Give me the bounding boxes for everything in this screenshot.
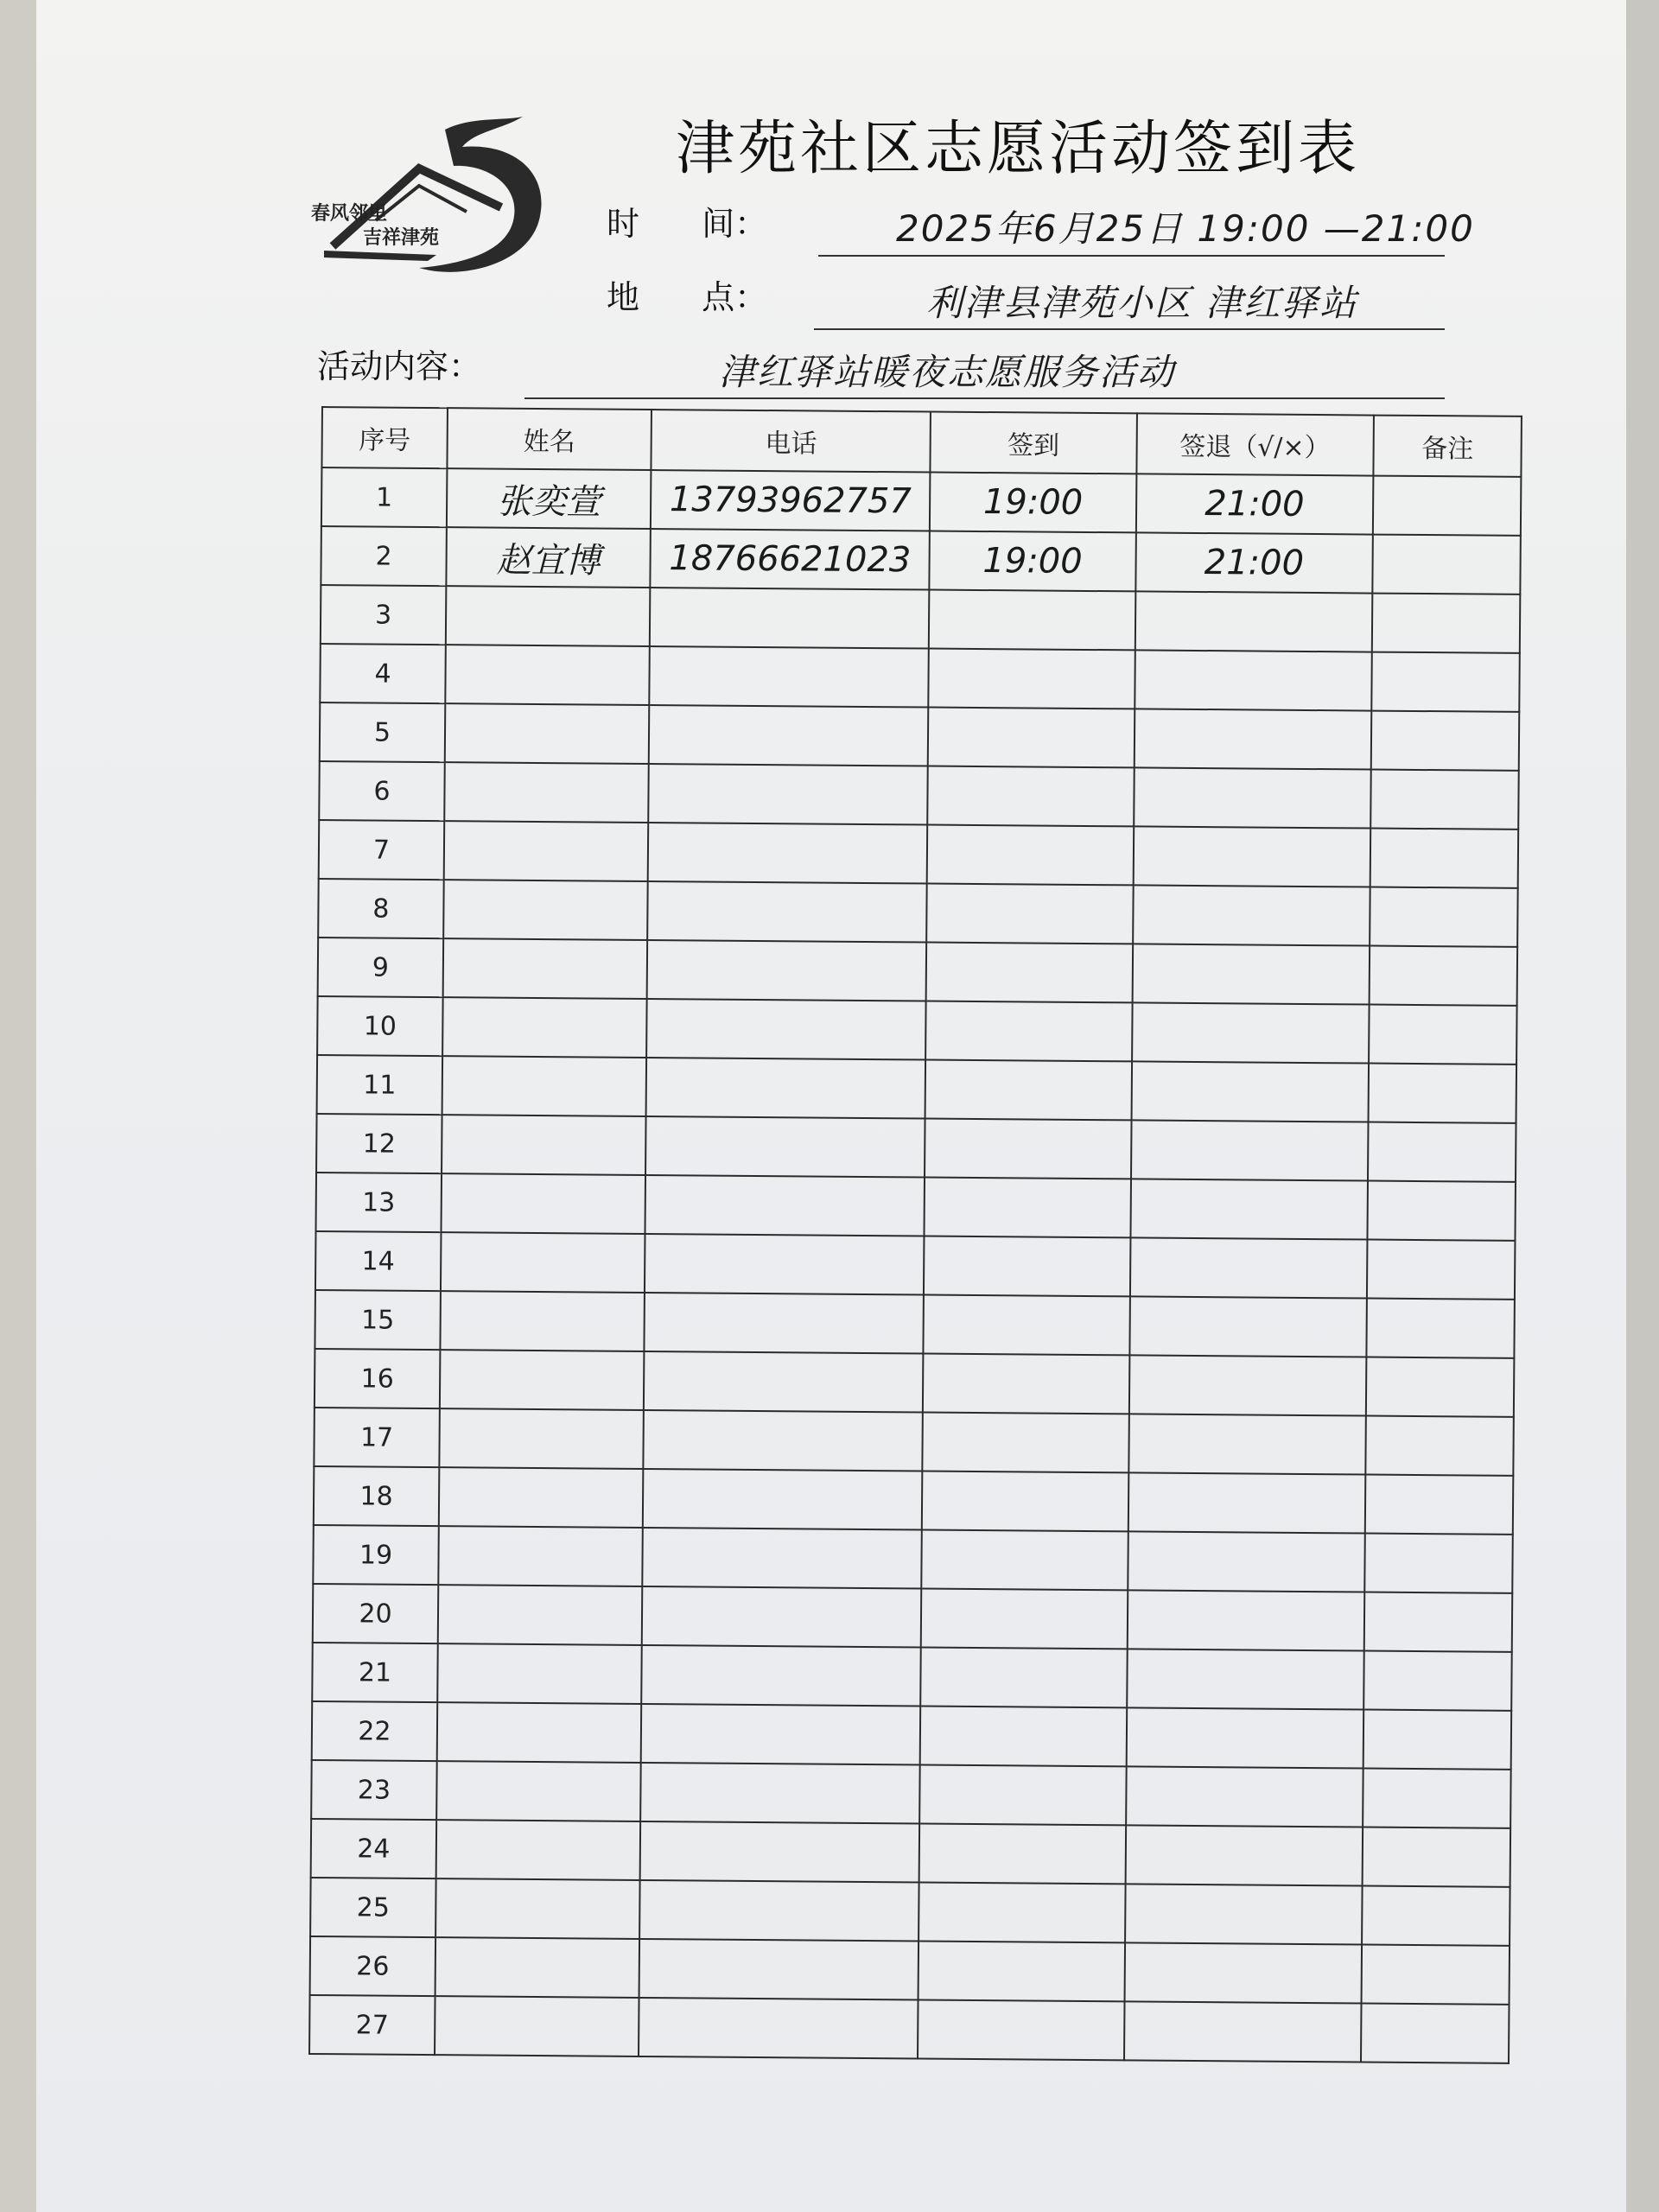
table-row (315, 1231, 1515, 1300)
row-index: 25 (310, 1878, 436, 1937)
row-name (437, 1702, 642, 1763)
table-row (321, 526, 1520, 594)
row-sign-out (1135, 591, 1372, 652)
place-underline (814, 328, 1445, 330)
row-remarks (1370, 946, 1517, 1006)
table-row (310, 1936, 1510, 2005)
row-sign-in: 19:00 (930, 531, 1136, 592)
row-remarks (1370, 887, 1517, 947)
row-phone (639, 1880, 919, 1942)
row-index: 23 (311, 1760, 437, 1820)
row-remarks (1373, 476, 1521, 536)
row-name (446, 586, 651, 646)
row-name (436, 1820, 641, 1880)
row-sign-out (1124, 1942, 1362, 2003)
row-remarks (1365, 1416, 1513, 1476)
row-phone (650, 588, 930, 649)
header-sign-in: 签到 (931, 412, 1137, 474)
row-name (435, 1996, 639, 2056)
row-index: 10 (317, 996, 443, 1056)
row-remarks (1369, 1005, 1516, 1065)
row-phone (644, 1410, 924, 1471)
row-sign-in (922, 1529, 1128, 1590)
row-index: 27 (309, 1995, 435, 2055)
row-sign-out (1133, 826, 1370, 887)
row-sign-in (921, 1588, 1128, 1649)
row-name (439, 1467, 644, 1528)
header-sign-out: 签退（√/×） (1136, 413, 1374, 475)
row-sign-in (927, 825, 1134, 886)
row-sign-in (922, 1471, 1128, 1532)
row-sign-out (1132, 944, 1370, 1004)
row-remarks (1363, 1827, 1510, 1887)
table-row (313, 1525, 1512, 1593)
row-remarks (1371, 652, 1519, 712)
table-row (314, 1466, 1513, 1535)
row-remarks (1372, 594, 1520, 653)
row-sign-out: 21:00 (1135, 532, 1373, 593)
row-sign-in (918, 1941, 1125, 2001)
row-remarks (1366, 1299, 1514, 1358)
table-row (316, 1114, 1516, 1182)
row-index: 20 (313, 1584, 439, 1643)
row-phone (647, 940, 927, 1001)
row-phone (642, 1528, 922, 1589)
time-underline (818, 255, 1445, 257)
row-phone (641, 1645, 921, 1707)
row-name (441, 1232, 645, 1293)
row-phone (643, 1469, 923, 1530)
row-index: 15 (315, 1290, 441, 1350)
row-phone (645, 1175, 925, 1236)
row-sign-out (1126, 1707, 1363, 1768)
row-phone (648, 764, 928, 825)
desk-background-right (1624, 0, 1659, 2212)
table-row (318, 938, 1517, 1006)
row-index: 7 (319, 820, 445, 880)
row-index: 19 (313, 1525, 439, 1585)
row-sign-in (925, 1119, 1131, 1179)
row-sign-in (924, 1295, 1130, 1356)
row-name (435, 1878, 640, 1939)
row-name (437, 1643, 642, 1704)
row-index: 26 (310, 1936, 436, 1996)
row-sign-in (929, 649, 1135, 709)
row-remarks (1361, 2004, 1509, 2063)
row-phone: 18766621023 (651, 529, 931, 590)
row-sign-in (920, 1706, 1127, 1766)
row-index: 14 (315, 1231, 442, 1291)
row-sign-in (925, 1178, 1131, 1238)
row-phone (639, 1939, 919, 2000)
row-phone (649, 705, 929, 766)
row-sign-out (1125, 1884, 1363, 1944)
row-remarks (1369, 1064, 1516, 1123)
row-sign-in (919, 1823, 1126, 1884)
row-remarks (1364, 1534, 1512, 1593)
row-phone (645, 1234, 925, 1295)
row-name (442, 1115, 646, 1175)
row-sign-out (1128, 1414, 1366, 1474)
row-remarks (1368, 1181, 1516, 1241)
row-sign-in (926, 884, 1133, 944)
header-index: 序号 (321, 407, 448, 468)
row-sign-out (1129, 1237, 1367, 1298)
row-index: 24 (311, 1819, 437, 1878)
row-sign-out (1134, 709, 1371, 769)
table-row (313, 1584, 1512, 1652)
place-value: 利津县津苑小区 津红驿站 (926, 282, 1358, 324)
row-remarks (1363, 1651, 1511, 1711)
row-sign-in (923, 1413, 1129, 1473)
row-sign-out (1124, 2001, 1362, 2062)
row-sign-in (926, 943, 1133, 1003)
row-phone (646, 1058, 926, 1119)
row-phone (641, 1704, 921, 1765)
row-index: 4 (320, 644, 446, 703)
row-index: 22 (312, 1701, 438, 1761)
row-name: 赵宜博 (446, 527, 651, 588)
row-phone (646, 999, 926, 1060)
row-remarks (1362, 1945, 1510, 2005)
row-index: 13 (315, 1173, 442, 1232)
row-remarks (1364, 1592, 1512, 1652)
row-index: 11 (317, 1055, 443, 1115)
table-row (314, 1408, 1513, 1476)
table-row (315, 1290, 1514, 1358)
row-index: 8 (318, 879, 444, 938)
row-sign-in (918, 1882, 1125, 1942)
table-row (317, 1055, 1516, 1123)
row-sign-in (925, 1001, 1132, 1062)
row-sign-in: 19:00 (930, 473, 1136, 533)
row-index: 17 (314, 1408, 440, 1467)
table-row (312, 1643, 1511, 1711)
table-row (312, 1701, 1511, 1770)
header-phone: 电话 (652, 410, 931, 473)
row-remarks (1366, 1357, 1514, 1417)
row-remarks (1368, 1122, 1516, 1182)
row-remarks (1372, 535, 1520, 594)
row-name (438, 1526, 643, 1586)
row-name (441, 1173, 645, 1234)
row-phone (647, 881, 927, 943)
row-index: 21 (312, 1643, 438, 1702)
desk-background-left (0, 0, 39, 2212)
row-phone (648, 823, 928, 884)
table-row (310, 1878, 1510, 1946)
row-sign-out (1128, 1355, 1366, 1415)
row-sign-out (1133, 885, 1370, 945)
table-row (311, 1819, 1510, 1887)
row-sign-in (924, 1236, 1130, 1297)
row-phone (640, 1821, 920, 1883)
row-name (444, 762, 649, 823)
row-name (439, 1408, 644, 1469)
row-index: 6 (319, 761, 445, 821)
row-phone (649, 646, 929, 708)
row-name: 张奕萱 (447, 468, 652, 529)
content-label: 活动内容： (317, 347, 482, 385)
content-value: 津红驿站暖夜志愿服务活动 (719, 351, 1176, 393)
row-name (445, 703, 650, 764)
table-row (317, 996, 1516, 1065)
row-remarks (1367, 1240, 1515, 1300)
row-sign-out (1128, 1531, 1365, 1592)
row-sign-in (929, 590, 1135, 651)
table-row (309, 1995, 1509, 2063)
table-row (319, 761, 1518, 830)
row-sign-out (1125, 1825, 1363, 1885)
row-phone (639, 1998, 918, 2059)
page-title: 津苑社区志愿活动签到表 (676, 115, 1361, 183)
row-sign-in (918, 1999, 1124, 2060)
row-remarks (1370, 770, 1518, 830)
row-sign-out (1134, 767, 1371, 828)
row-phone (644, 1351, 924, 1413)
row-sign-out (1132, 1002, 1370, 1063)
row-sign-in (928, 708, 1135, 768)
logo-text-line1: 春风邻里 (311, 202, 388, 225)
row-phone (642, 1586, 922, 1648)
row-index: 16 (315, 1349, 441, 1408)
place-label: 地 点： (607, 278, 768, 316)
content-underline (524, 397, 1445, 399)
row-sign-in (919, 1764, 1126, 1825)
row-name (442, 997, 647, 1058)
table-body (309, 467, 1521, 2063)
table-row (320, 702, 1519, 771)
row-remarks (1370, 829, 1518, 888)
row-name (443, 938, 648, 999)
row-index: 9 (318, 938, 444, 997)
row-name (442, 1056, 647, 1116)
row-name (440, 1350, 645, 1410)
row-phone (645, 1293, 925, 1354)
row-remarks (1363, 1710, 1511, 1770)
row-index: 5 (320, 702, 446, 762)
community-logo (311, 112, 540, 285)
row-remarks (1365, 1475, 1513, 1535)
logo-text-line2: 吉祥津苑 (363, 226, 440, 249)
row-sign-in (921, 1647, 1128, 1707)
table-row (318, 879, 1517, 947)
row-sign-in (923, 1354, 1129, 1414)
header-name: 姓名 (447, 408, 652, 470)
row-index: 2 (321, 526, 447, 586)
row-phone (640, 1763, 920, 1824)
table-row (315, 1349, 1514, 1417)
row-index: 1 (321, 467, 448, 527)
row-index: 12 (316, 1114, 442, 1173)
table-row (321, 585, 1520, 653)
time-label: 时 间： (607, 205, 768, 243)
row-sign-out (1126, 1766, 1363, 1827)
row-index: 3 (321, 585, 447, 645)
row-sign-out (1135, 650, 1372, 710)
row-name (443, 880, 648, 940)
row-sign-out (1131, 1120, 1369, 1180)
row-remarks (1371, 711, 1519, 771)
row-name (445, 645, 650, 705)
table-header-row (321, 407, 1522, 477)
row-remarks (1362, 1886, 1510, 1946)
row-sign-out (1128, 1472, 1365, 1533)
row-phone: 13793962757 (651, 470, 931, 531)
table-row (320, 644, 1519, 712)
row-name (444, 821, 649, 881)
row-sign-out (1127, 1649, 1364, 1709)
time-value: 2025年6月25日 19:00 —21:00 (896, 207, 1475, 250)
row-sign-in (928, 766, 1135, 827)
table-row (319, 820, 1518, 888)
sign-in-sheet-paper (36, 0, 1626, 2212)
row-name (438, 1585, 643, 1645)
row-remarks (1363, 1769, 1510, 1828)
row-sign-out: 21:00 (1135, 474, 1373, 534)
row-sign-out (1129, 1296, 1367, 1357)
row-name (435, 1937, 640, 1998)
row-name (436, 1761, 641, 1821)
row-index: 18 (314, 1466, 440, 1526)
sign-in-table (308, 406, 1522, 2064)
row-name (440, 1291, 645, 1351)
row-phone (645, 1116, 925, 1178)
table-row (315, 1173, 1515, 1241)
row-sign-in (925, 1060, 1132, 1121)
row-sign-out (1127, 1590, 1364, 1650)
table-row (311, 1760, 1510, 1828)
row-sign-out (1131, 1061, 1369, 1122)
header-remarks: 备注 (1373, 416, 1521, 477)
table-row (321, 467, 1521, 536)
row-sign-out (1130, 1179, 1368, 1239)
